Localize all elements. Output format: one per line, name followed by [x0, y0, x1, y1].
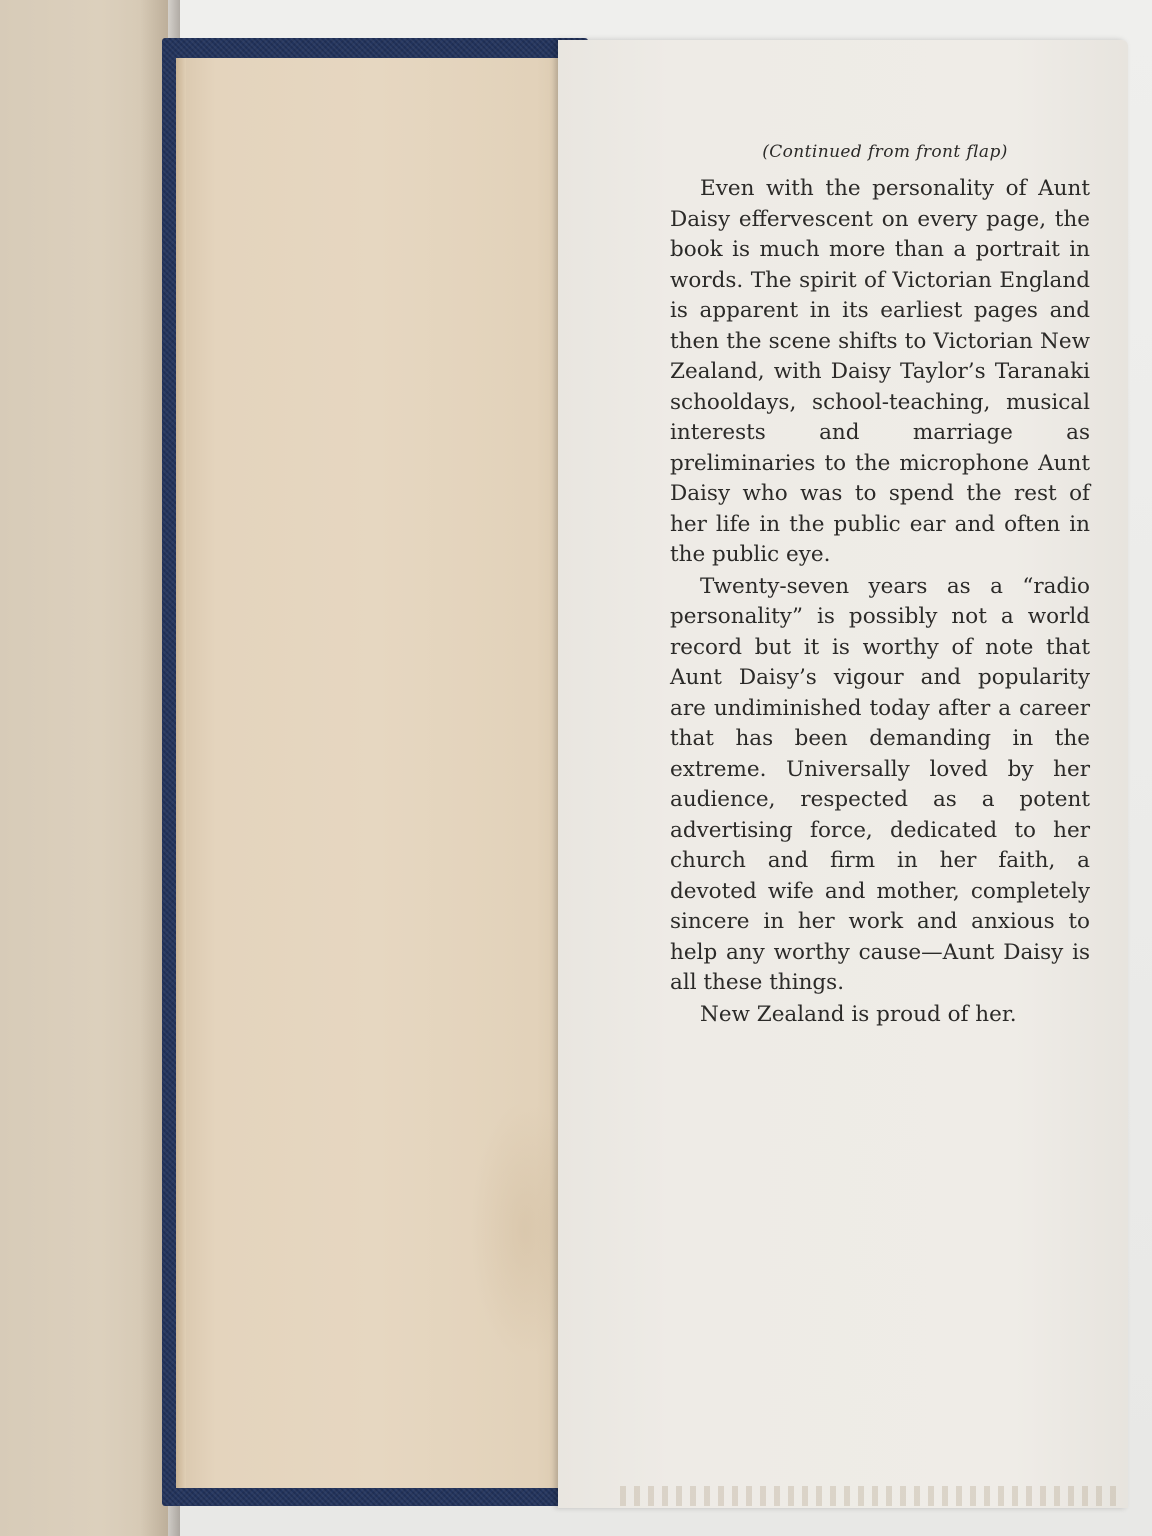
flap-edge-wear	[620, 1486, 1120, 1506]
flap-paragraph-3: New Zealand is proud of her.	[700, 1001, 1017, 1027]
flap-text-block	[670, 142, 1090, 1031]
flap-paragraph-1: Even with the personality of Aunt Daisy effervescent on every page, the book is much more than a portrait in words. The spirit of Victorian England is apparent in its earliest pages and then the scene shifts to Victorian New Zealand, with Daisy Taylor’s Taranaki schooldays, school-teaching, musical interests and marriage as preliminaries to the microphone Aunt Daisy who was to spend the rest of her life in the public ear and often in the public eye.	[670, 176, 1090, 567]
endpaper-hinge	[176, 58, 186, 1488]
continued-note: (Continued from front flap)	[762, 142, 1008, 162]
flap-paragraph-2: Twenty-seven years as a “radio personality” is possibly not a world record but it is worthy of note that Aunt Daisy’s vigour and popularity are undiminished today after a career that has been demanding in the extreme. Universally loved by her audience, respected as a potent advertising force, dedicated to her church and firm in her faith, a devoted wife and mother, completely sincere in her work and anxious to help any worthy cause—Aunt Daisy is all these things.	[670, 573, 1090, 995]
